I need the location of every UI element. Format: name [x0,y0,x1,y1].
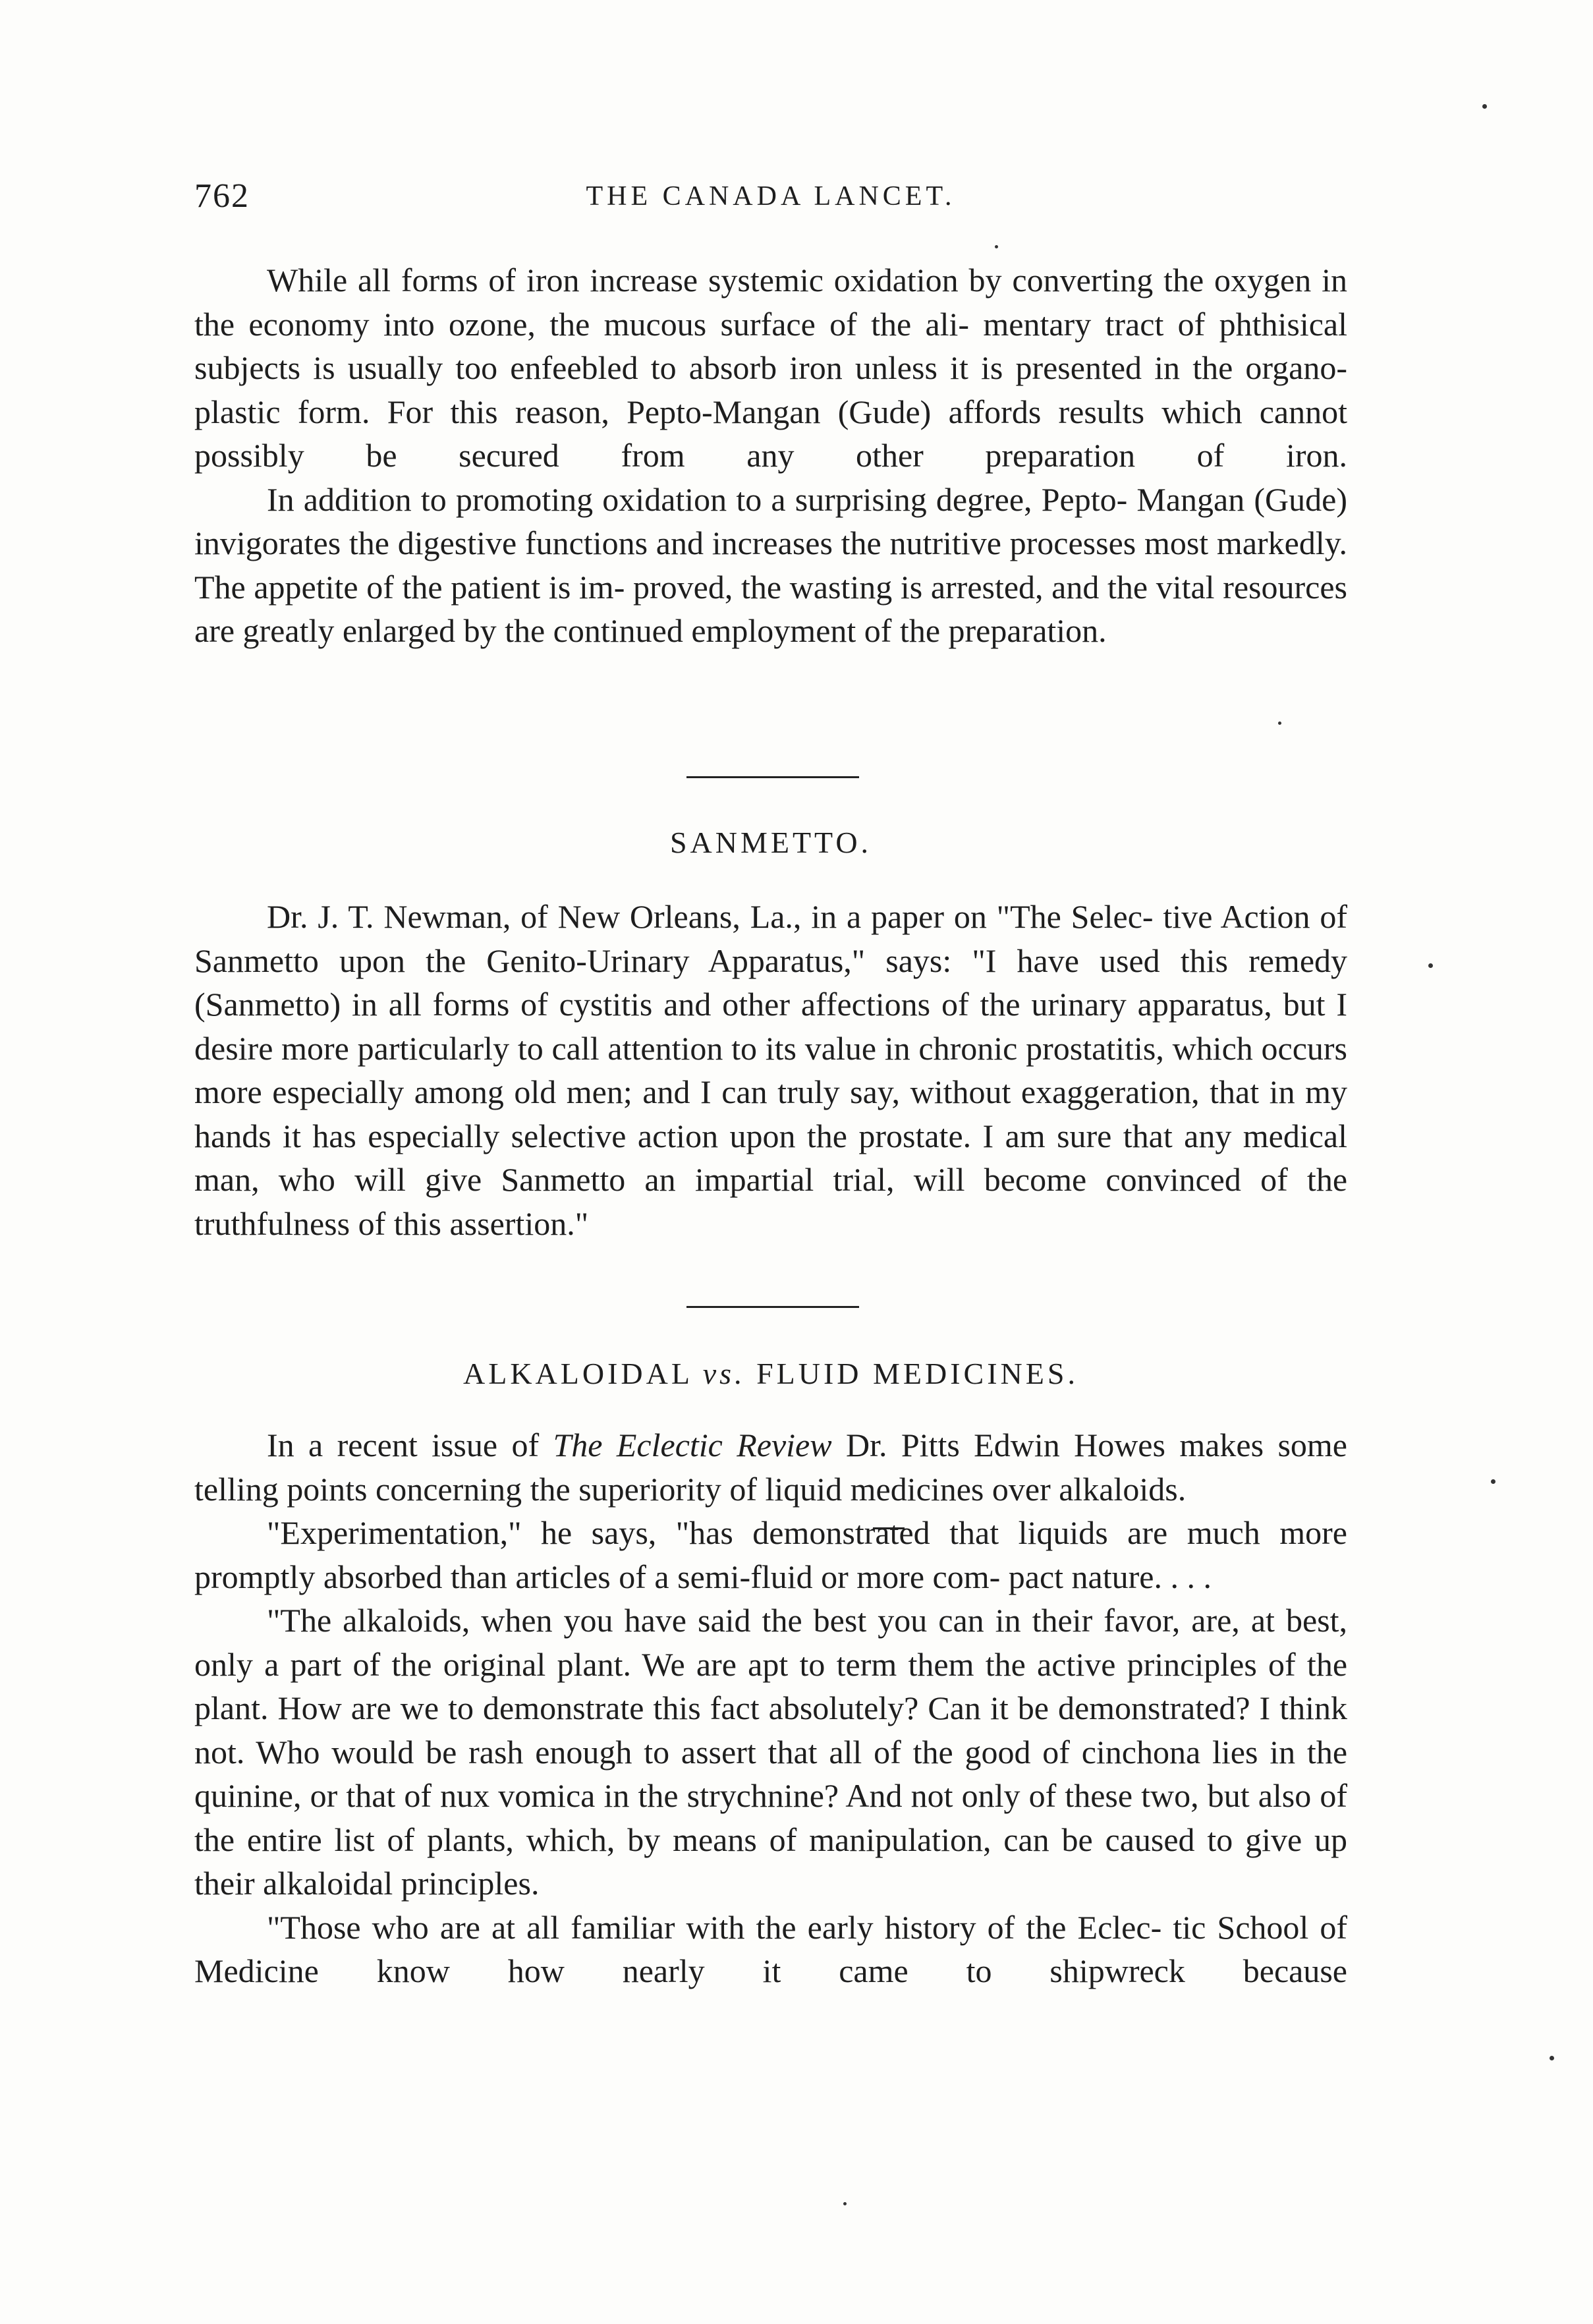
page-header [194,177,1347,223]
iron-paragraph-2: In addition to promoting oxidation to a surprising degree, Pepto- Mangan (Gude) invigorates the digestive functions and increases the nutritive processes most markedly. The appetite of the patient is im- proved, the wasting is arrested, and the vital resources are greatly enlarged by the continued employment of the preparation. [194,480,1348,649]
scan-speck [1491,1479,1495,1484]
alkaloidal-paragraph-4: "Those who are at all familiar with the early history of the Eclec- tic School of Medicine know how nearly it came to shipwreck because [194,1908,1348,1989]
section-divider [686,1306,859,1308]
scan-speck [995,245,998,248]
alkaloidal-paragraph-2: "Experimentation," he says, "has demonstrated that liquids are much more promptly absorbed than articles of a semi-fluid or more com- pact nature. . . . [194,1514,1347,1595]
sanmetto-heading: SANMETTO. [669,826,872,859]
sanmetto-paragraph: Dr. J. T. Newman, of New Orleans, La., in a paper on "The Selec- tive Action of Sanmetto upon the Genito-Urinary Apparatus," says: "I have used this remedy (Sanmetto) in all forms of cystitis and other affections of the urinary apparatus, but I desire more particularly to call attention to its value in chronic prostatitis, which occurs more especially among old men; and I can truly say, without exaggeration, that in my hands it has especially selective action upon the prostate. I am sure that any medical man, who will give Sanmetto an impartial trial, will become convinced of the truthfulness of this assertion." [194,898,1348,1242]
iron-section [194,258,1347,653]
iron-paragraph-1: While all forms of iron increase systemic oxidation by converting the oxygen in the economy into ozone, the mucous surface of the ali- mentary tract of phthisical subjects is usually too enfeebled to absorb iron unless it is presented in the organo-plastic form. For this reason, Pepto-Mangan (Gude) affords results which cannot possibly be secured from any other preparation of iron. [194,262,1348,474]
page-number: 762 [194,177,250,215]
scan-speck [1278,722,1281,725]
scan-speck [843,2202,847,2205]
section-divider [686,776,859,778]
alkaloidal-section [194,1423,1347,1993]
stray-dash-mark [873,1527,905,1529]
running-title: THE CANADA LANCET. [586,181,956,212]
versus-abbreviation: vs. [702,1357,746,1390]
journal-title: The Eclectic Review [553,1427,832,1463]
scan-speck [1550,2056,1554,2060]
alkaloidal-paragraph-3: "The alkaloids, when you have said the best you can in their favor, are, at best, only a part of the original plant. We are apt to term them the active principles of the plant. How are we to demonstrate this fact absolutely? Can it be demonstrated? I think not. Who would be rash enough to assert that all of the good of cinchona lies in the quinine, or that of nux vomica in the strychnine? And not only of these two, but also of the entire list of plants, which, by means of manipulation, can be caused to give up their alkaloidal principles. [194,1602,1348,1902]
scan-speck [1428,963,1433,968]
alkaloidal-heading: ALKALOIDAL vs. FLUID MEDICINES. [463,1357,1078,1390]
sanmetto-section [194,895,1347,1245]
alkaloidal-paragraph-1: In a recent issue of The Eclectic Review Dr. Pitts Edwin Howes makes some telling points concerning the superiority of liquid medicines over alkaloids. [194,1427,1347,1508]
scan-speck [1482,104,1487,109]
